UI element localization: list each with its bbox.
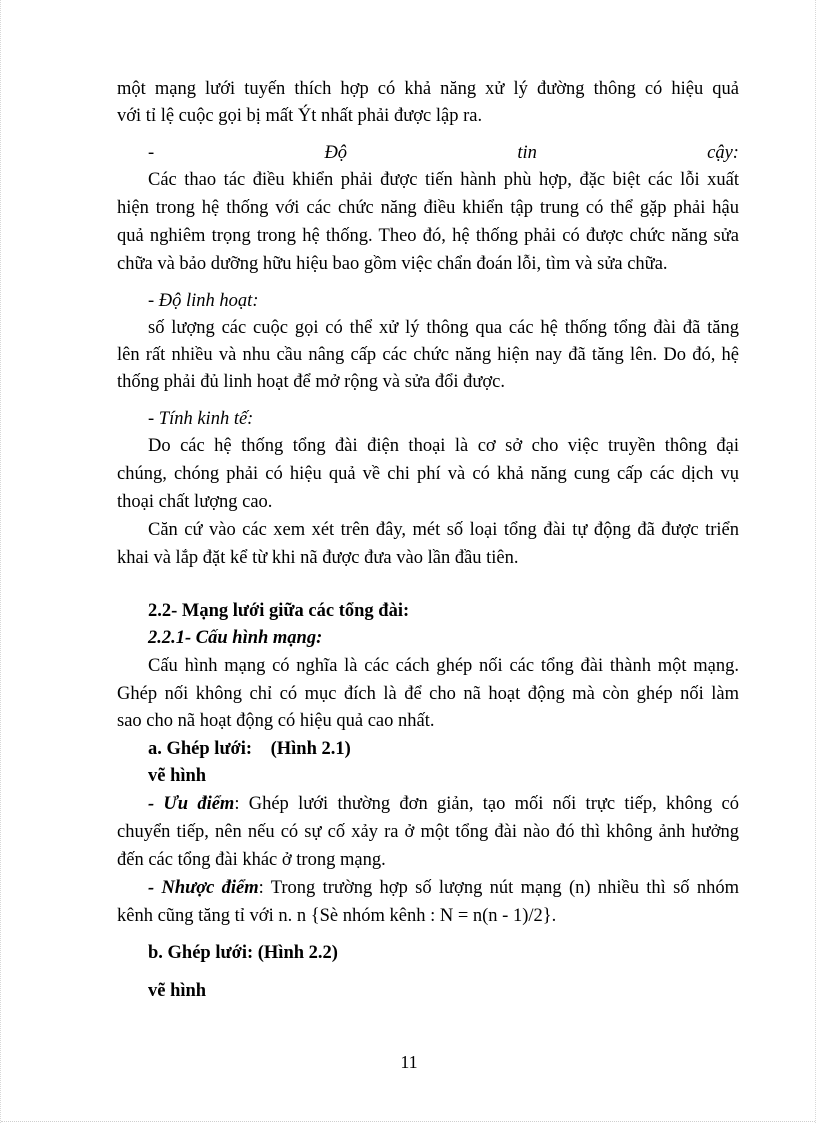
heading-word: cậy: <box>707 143 739 163</box>
text-line: khai và lắp đặt kể từ khi nã được đưa vào lần đầu tiên. <box>117 548 519 568</box>
text-line: chuyển tiếp, nên nếu có sự cố xảy ra ở một tổng đài nào đó thì không ảnh hưởng <box>117 822 739 842</box>
text-line: Căn cứ vào các xem xét trên đây, mét số loại tổng đài tự động đã được triển <box>148 520 739 540</box>
page-number: 11 <box>400 1052 418 1072</box>
subsection-heading: 2.2.1- Cấu hình mạng: <box>148 628 323 648</box>
page-bottom-border <box>1 1121 816 1122</box>
text-line: Ghép nối không chỉ có mục đích là để cho nã hoạt động mà còn ghép nối làm <box>117 684 739 704</box>
text-line: chữa và bảo dưỡng hữu hiệu bao gồm việc chẩn đoán lỗi, tìm và sửa chữa. <box>117 254 668 274</box>
heading-word: tin <box>517 143 537 163</box>
advantage-line <box>148 792 739 816</box>
heading-economy: - Tính kinh tế: <box>148 409 254 429</box>
heading-flexibility: - Độ linh hoạt: <box>148 291 259 311</box>
disadvantage-text: : Trong trường hợp số lượng nút mạng (n) nhiều thì số nhóm <box>258 878 739 898</box>
figure-placeholder: vẽ hình <box>148 766 207 786</box>
text-line: hiện trong hệ thống với các chức năng điều khiển tập trung có thể gặp phải hậu <box>117 198 739 218</box>
item-b-heading: b. Ghép lưới: (Hình 2.2) <box>148 943 338 963</box>
text-line: số lượng các cuộc gọi có thể xử lý thông qua các hệ thống tổng đài đã tăng <box>148 318 739 338</box>
item-a-heading <box>148 737 739 761</box>
section-heading: 2.2- Mạng lưới giữa các tổng đài: <box>148 601 410 621</box>
text-line: Cấu hình mạng có nghĩa là các cách ghép nối các tổng đài thành một mạng. <box>148 656 739 676</box>
text-line: quả nghiêm trọng trong hệ thống. Theo đó, hệ thống phải có được chức năng sửa <box>117 226 739 246</box>
text-line: đến các tổng đài khác ở trong mạng. <box>117 850 386 870</box>
text-line: một mạng lưới tuyến thích hợp có khả năng xử lý đường thông có hiệu quả <box>117 79 739 99</box>
advantage-label: - Ưu điểm <box>148 794 235 814</box>
text-line: Các thao tác điều khiển phải được tiến hành phù hợp, đặc biệt các lỗi xuất <box>148 170 739 190</box>
disadvantage-label: - Nhược điểm <box>148 878 259 898</box>
advantage-text: : Ghép lưới thường đơn giản, tạo mối nối trực tiếp, không có <box>234 794 739 814</box>
text-line: Do các hệ thống tổng đài điện thoại là cơ sở cho việc truyền thông đại <box>148 436 739 456</box>
heading-word: Độ <box>324 143 348 163</box>
item-a-label: a. Ghép lưới: <box>148 739 253 759</box>
text-line: với tỉ lệ cuộc gọi bị mất Ýt nhất phải được lập ra. <box>117 106 483 126</box>
text-line: thống phải đủ linh hoạt để mở rộng và sửa đổi được. <box>117 372 505 392</box>
heading-dash: - <box>148 143 155 163</box>
disadvantage-line <box>148 876 739 900</box>
item-a-figure-ref: (Hình 2.1) <box>270 739 351 759</box>
text-line: kênh cũng tăng tỉ với n. n {Sè nhóm kênh : N = n(n - 1)/2}. <box>117 906 557 926</box>
text-line: chúng, chóng phải có hiệu quả về chi phí và có khả năng cung cấp các dịch vụ <box>117 464 739 484</box>
figure-placeholder: vẽ hình <box>148 981 207 1001</box>
text-line: lên rất nhiều và nhu cầu nâng cấp các chức năng hiện nay đã tăng lên. Do đó, hệ <box>117 345 739 365</box>
text-line: sao cho nã hoạt động có hiệu quả cao nhất. <box>117 711 435 731</box>
heading-reliability <box>148 141 739 165</box>
text-line: thoại chất lượng cao. <box>117 492 273 512</box>
